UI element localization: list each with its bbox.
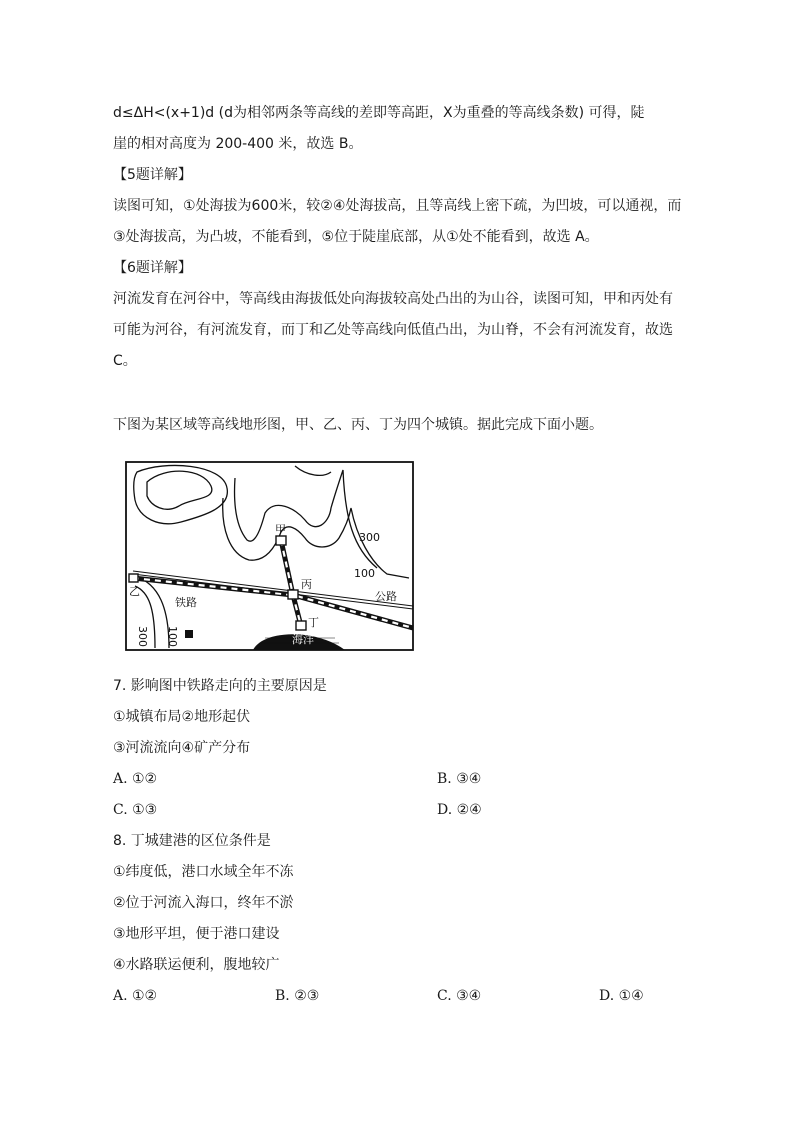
explanation-line: 河流发育在河谷中，等高线由海拔低处向海拔较高处凸出的为山谷，读图可知，甲和丙处有 bbox=[113, 291, 673, 307]
q7-option-c[interactable]: C. ①③ bbox=[113, 802, 158, 818]
town-ding-marker bbox=[296, 621, 306, 630]
q8-stem: 8. 丁城建港的区位条件是 bbox=[113, 833, 271, 849]
q8-option-c[interactable]: C. ③④ bbox=[437, 988, 482, 1004]
q8-statement: ③地形平坦，便于港口建设 bbox=[113, 926, 280, 942]
contour-label-300: 300 bbox=[136, 626, 149, 647]
q5-heading: 【5题详解】 bbox=[113, 167, 192, 183]
town-jia-marker bbox=[276, 536, 286, 545]
q8-statement: ②位于河流入海口，终年不淤 bbox=[113, 895, 294, 911]
explanation-line: 崖的相对高度为 200-400 米，故选 B。 bbox=[113, 136, 363, 152]
q7-statement: ①城镇布局②地形起伏 bbox=[113, 709, 251, 725]
q7-option-a[interactable]: A. ①② bbox=[113, 771, 158, 787]
town-yi-label: 乙 bbox=[129, 585, 140, 598]
road-label: 公路 bbox=[375, 590, 397, 603]
town-ding-label: 丁 bbox=[308, 616, 319, 629]
explanation-line: d≤ΔH<(x+1)d (d为相邻两条等高线的差即等高距，X为重叠的等高线条数) 可得，陡 bbox=[113, 105, 645, 121]
q7-option-d[interactable]: D. ②④ bbox=[437, 802, 482, 818]
town-bing-marker bbox=[288, 590, 298, 599]
railway-label: 铁路 bbox=[175, 596, 197, 609]
town-bing-label: 丙 bbox=[301, 578, 312, 591]
contour-label-300: 300 bbox=[359, 531, 380, 544]
explanation-line: ③处海拔高，为凸坡，不能看到，⑤位于陡崖底部，从①处不能看到，故选 A。 bbox=[113, 229, 599, 245]
contour-label-100: 100 bbox=[354, 567, 375, 580]
q8-option-b[interactable]: B. ②③ bbox=[275, 988, 320, 1004]
explanation-line: C。 bbox=[113, 353, 137, 369]
q6-heading: 【6题详解】 bbox=[113, 260, 192, 276]
sea-label: 海洋 bbox=[292, 633, 314, 646]
town-yi-marker bbox=[129, 574, 138, 582]
q8-option-a[interactable]: A. ①② bbox=[113, 988, 158, 1004]
contour-map bbox=[125, 458, 417, 652]
contour-map-figure bbox=[125, 458, 417, 652]
q7-option-b[interactable]: B. ③④ bbox=[437, 771, 482, 787]
contour-label-100: 100 bbox=[166, 626, 179, 647]
q8-statement: ①纬度低，港口水域全年不冻 bbox=[113, 864, 294, 880]
q7-statement: ③河流流向④矿产分布 bbox=[113, 740, 251, 756]
q8-option-d[interactable]: D. ①④ bbox=[599, 988, 644, 1004]
explanation-line: 读图可知，①处海拔为600米，较②④处海拔高，且等高线上密下疏，为凹坡，可以通视，而 bbox=[113, 198, 682, 214]
explanation-line: 可能为河谷，有河流发育，而丁和乙处等高线向低值凸出，为山脊，不会有河流发育，故选 bbox=[113, 322, 673, 338]
q8-statement: ④水路联运便利，腹地较广 bbox=[113, 957, 280, 973]
map-intro: 下图为某区域等高线地形图，甲、乙、丙、丁为四个城镇。据此完成下面小题。 bbox=[113, 417, 603, 433]
q7-stem: 7. 影响图中铁路走向的主要原因是 bbox=[113, 678, 327, 694]
town-jia-label: 甲 bbox=[275, 523, 286, 536]
mine-marker bbox=[185, 630, 193, 638]
